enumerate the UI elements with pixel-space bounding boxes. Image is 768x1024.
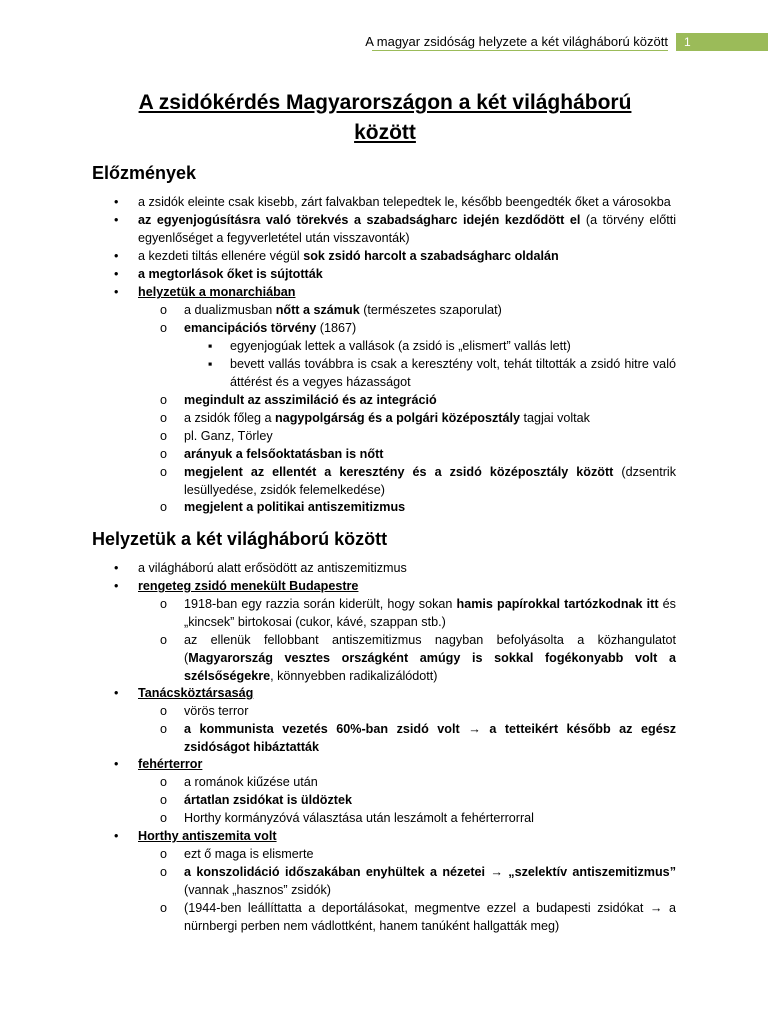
list-item: a kezdeti tiltás ellenére végül sok zsidó harcolt a szabadságharc oldalán xyxy=(138,249,559,263)
bullet-icon: • xyxy=(114,213,119,227)
list-item: ezt ő maga is elismerte xyxy=(184,847,314,861)
list-item: a konszolidáció időszakában enyhültek a nézetei → „szelektív antiszemitizmus” (vannak „hasznos” zsidók) xyxy=(184,865,676,897)
circle-bullet-icon: o xyxy=(160,465,168,479)
bullet-icon: • xyxy=(114,195,119,209)
list-item: Horthy antiszemita volt xyxy=(138,829,277,843)
document-title xyxy=(92,88,678,148)
square-bullet-icon: ▪ xyxy=(208,357,213,371)
circle-bullet-icon: o xyxy=(160,393,168,407)
list-item: a világháború alatt erősödött az antiszemitizmus xyxy=(138,561,407,575)
list-item: az ellenük fellobbant antiszemitizmus nagyban befolyásolta a közhangulatot (Magyarország vesztes országként amúgy is sokkal fogékonyabb volt a szélsőségekre, könnyebben radikalizálódott) xyxy=(184,633,676,683)
list-item: arányuk a felsőoktatásban is nőtt xyxy=(184,447,384,461)
list-item: pl. Ganz, Törley xyxy=(184,429,273,443)
list-item: a zsidók eleinte csak kisebb, zárt falvakban telepedtek le, később beengedték őket a városokba xyxy=(138,195,671,209)
list-item: Horthy kormányzóvá választása után leszámolt a fehérterrorral xyxy=(184,811,534,825)
list-item: a románok kiűzése után xyxy=(184,775,318,789)
list-item: a megtorlások őket is sújtották xyxy=(138,267,323,281)
circle-bullet-icon: o xyxy=(160,865,168,879)
list-item: megindult az asszimiláció és az integráció xyxy=(184,393,437,407)
list-item: egyenjogúak lettek a vallások (a zsidó is „elismert” vallás lett) xyxy=(230,339,571,353)
section-heading-helyzetuk: Helyzetük a két világháború között xyxy=(92,529,388,549)
bullet-icon: • xyxy=(114,829,119,843)
list-item: a dualizmusban nőtt a számuk (természetes szaporulat) xyxy=(184,303,502,317)
bullet-icon: • xyxy=(114,686,119,700)
section-heading-elozmenyek: Előzmények xyxy=(92,163,197,183)
circle-bullet-icon: o xyxy=(160,633,168,647)
bullet-icon: • xyxy=(114,285,119,299)
page-header xyxy=(0,33,768,51)
circle-bullet-icon: o xyxy=(160,303,168,317)
bullet-icon: • xyxy=(114,579,119,593)
page-number-badge: 1 xyxy=(676,33,768,51)
list-item: rengeteg zsidó menekült Budapestre xyxy=(138,579,359,593)
running-title: A magyar zsidóság helyzete a két világháború között xyxy=(365,34,668,49)
circle-bullet-icon: o xyxy=(160,447,168,461)
header-divider xyxy=(372,50,668,51)
circle-bullet-icon: o xyxy=(160,704,168,718)
list-item: vörös terror xyxy=(184,704,249,718)
circle-bullet-icon: o xyxy=(160,775,168,789)
title-line-2: között xyxy=(354,121,416,144)
circle-bullet-icon: o xyxy=(160,429,168,443)
circle-bullet-icon: o xyxy=(160,321,168,335)
list-item: ártatlan zsidókat is üldöztek xyxy=(184,793,352,807)
list-item: emancipációs törvény (1867) xyxy=(184,321,357,335)
list-item: (1944-ben leállíttatta a deportálásokat, megmentve ezzel a budapesti zsidókat → a nürnbergi perben nem vádlottként, hanem tanúként hallgatták meg) xyxy=(184,901,676,933)
circle-bullet-icon: o xyxy=(160,500,168,514)
list-item: helyzetük a monarchiában xyxy=(138,285,296,299)
list-item: fehérterror xyxy=(138,757,203,771)
list-item: az egyenjogúsításra való törekvés a szabadságharc idején kezdődött el (a törvény előtti egyenlőséget a fegyverletétel után visszavonták) xyxy=(138,213,676,245)
circle-bullet-icon: o xyxy=(160,597,168,611)
circle-bullet-icon: o xyxy=(160,901,168,915)
list-item: megjelent az ellentét a keresztény és a zsidó középosztály között (dzsentrik lesüllyedése, zsidók felemelkedése) xyxy=(184,465,676,497)
bullet-icon: • xyxy=(114,561,119,575)
circle-bullet-icon: o xyxy=(160,847,168,861)
list-item: a zsidók főleg a nagypolgárság és a polgári középosztály tagjai voltak xyxy=(184,411,590,425)
circle-bullet-icon: o xyxy=(160,793,168,807)
circle-bullet-icon: o xyxy=(160,722,168,736)
list-item: bevett vallás továbbra is csak a keresztény volt, tehát tiltották a zsidó hitre való áttérést és a vegyes házasságot xyxy=(230,357,676,389)
list-item: Tanácsköztársaság xyxy=(138,686,254,700)
circle-bullet-icon: o xyxy=(160,811,168,825)
bullet-icon: • xyxy=(114,267,119,281)
list-item: megjelent a politikai antiszemitizmus xyxy=(184,500,406,514)
square-bullet-icon: ▪ xyxy=(208,339,213,353)
circle-bullet-icon: o xyxy=(160,411,168,425)
list-item: 1918-ban egy razzia során kiderült, hogy sokan hamis papírokkal tartózkodnak itt és „kincsek” birtokosai (cukor, kávé, szappan stb.) xyxy=(184,597,676,629)
title-line-1: A zsidókérdés Magyarországon a két világháború xyxy=(138,91,632,114)
bullet-icon: • xyxy=(114,757,119,771)
list-item: a kommunista vezetés 60%-ban zsidó volt → a tetteikért később az egész zsidóságot hibáztatták xyxy=(184,722,676,754)
bullet-icon: • xyxy=(114,249,119,263)
